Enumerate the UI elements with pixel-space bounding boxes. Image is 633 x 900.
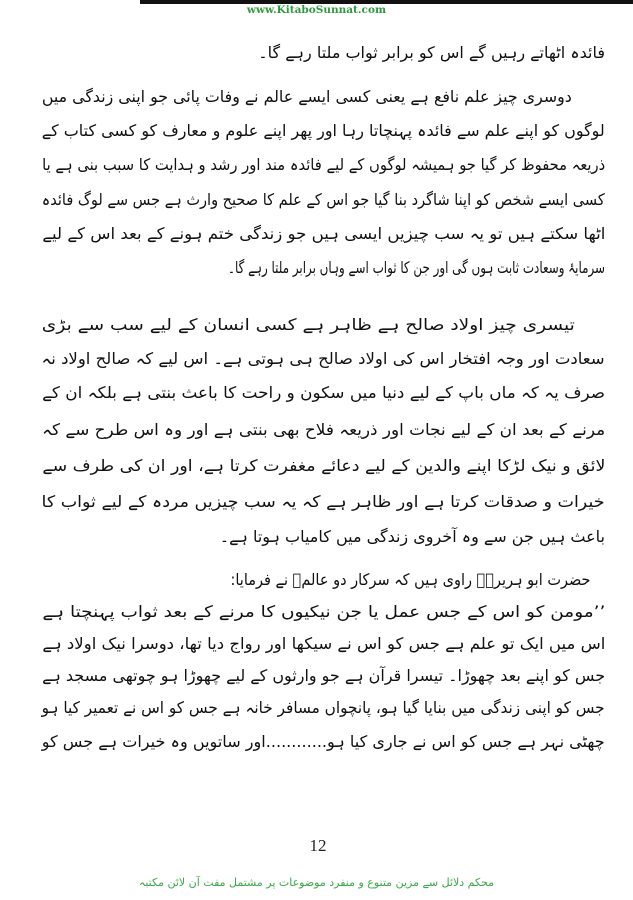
text-line [42, 597, 605, 627]
text-line-content: اس میں ایک تو علم ہے جس کو اس نے سیکھا اور رواج دیا تھا، دوسرا نیک اولاد ہے [42, 634, 605, 653]
text-line [42, 310, 575, 340]
text-line [42, 219, 605, 249]
text-line-content: جس کو اپنے بعد چھوڑا۔ تیسرا قرآن ہے جو وارثوں کے لیے چھوڑا ہو چوتھی مسجد ہے [42, 666, 605, 685]
text-line-content: جس کو اپنی زندگی میں بنایا گیا ہو، پانچواں مسافر خانہ ہے جس کو اس نے تعمیر کیا ہو [42, 698, 605, 717]
text-line-content: باعث ہیں جن سے وہ آخروی زندگی میں کامیاب ہوتا ہے۔ [219, 527, 605, 546]
text-line [42, 82, 572, 112]
text-line-content: سعادت اور وجہ افتخار اس کی اولاد صالح ہی ہوتی ہے۔ اس لیے کہ صالح اولاد نہ [42, 349, 605, 368]
text-line [42, 185, 605, 215]
text-line [42, 344, 605, 374]
text-line-content: کسی ایسے شخص کو اپنا شاگرد بنا گیا جو اس کے علم کا صحیح وارث ہے جس سے لوگ فائدہ [42, 190, 605, 209]
text-line [42, 116, 605, 146]
text-line-content: چھٹی نہر ہے جس کو اس نے جاری کیا ہو............اور ساتویں وہ خیرات ہے جس کو [41, 732, 605, 751]
text-line [42, 415, 605, 445]
text-line [230, 565, 590, 595]
text-line-content: خیرات و صدقات کرتا ہے اور ظاہر ہے کہ یہ سب چیزیں مردہ کے لیے ثواب کا [42, 492, 605, 511]
page-number: 12 [309, 836, 327, 855]
text-line-content: حضرت ابو ہریرہؓ راوی ہیں کہ سرکار دو عالمؐ نے فرمایا: [230, 570, 590, 589]
text-line [42, 451, 605, 481]
text-line [215, 38, 605, 68]
text-line-content: اٹھا سکتے ہیں تو یہ سب چیزیں ایسی ہیں جو زندگی ختم ہونے کے بعد اس کے لیے [42, 224, 605, 243]
text-line-content: سرمایۂ وسعادت ثابت ہوں گی اور جن کا ثواب اسے وہاں برابر ملتا رہے گا۔ [228, 258, 605, 277]
website-link[interactable]: www.KitaboSunnat.com [246, 4, 387, 16]
text-line [42, 487, 605, 517]
text-line-content: دوسری چیز علم نافع ہے یعنی کسی ایسے عالم نے وفات پائی جو اپنی زندگی میں [42, 87, 572, 106]
text-line-content: لائق و نیک لڑکا اپنے والدین کے لیے دعائے مغفرت کرتا ہے، اور ان کی طرف سے [42, 456, 605, 475]
text-line-content: صرف یہ کہ ماں باپ کے لیے دنیا میں سکون و راحت کا باعث بنتی ہے بلکہ ان کے [42, 383, 605, 402]
footer-tagline: محکم دلائل سے مزین متنوع و منفرد موضوعات پر مشتمل مفت آن لائن مکتبہ [138, 876, 495, 889]
text-line-content: ذریعہ محفوظ کر گیا جو ہمیشہ لوگوں کے لیے فائدہ مند اور رشد و ہدایت کا سبب بنی ہے یا [42, 155, 605, 174]
text-line-content: ’’مومن کو اس کے جس عمل یا جن نیکیوں کا مرنے کے بعد ثواب پہنچتا ہے [42, 602, 605, 621]
text-line-content: لوگوں کو اپنے علم سے فائدہ پہنچاتا رہا اور پھر اپنے علوم و معارف کو کسی کتاب کے [42, 121, 605, 140]
text-line [42, 378, 605, 408]
text-line-content: مرنے کے بعد ان کے لیے نجات اور ذریعہ فلاح بھی بنتی ہے اور وہ اس طرح سے کہ [42, 420, 605, 439]
text-line [228, 253, 605, 283]
text-line [42, 629, 605, 659]
text-line [42, 150, 605, 180]
text-line [175, 522, 605, 552]
text-line [42, 727, 605, 757]
text-line [42, 661, 605, 691]
text-line-content: فائدہ اٹھاتے رہیں گے اس کو برابر ثواب ملتا رہے گا۔ [258, 43, 605, 62]
text-line [42, 693, 605, 723]
text-line-content: تیسری چیز اولاد صالح ہے ظاہر ہے کسی انسان کے لیے سب سے بڑی [42, 315, 575, 334]
